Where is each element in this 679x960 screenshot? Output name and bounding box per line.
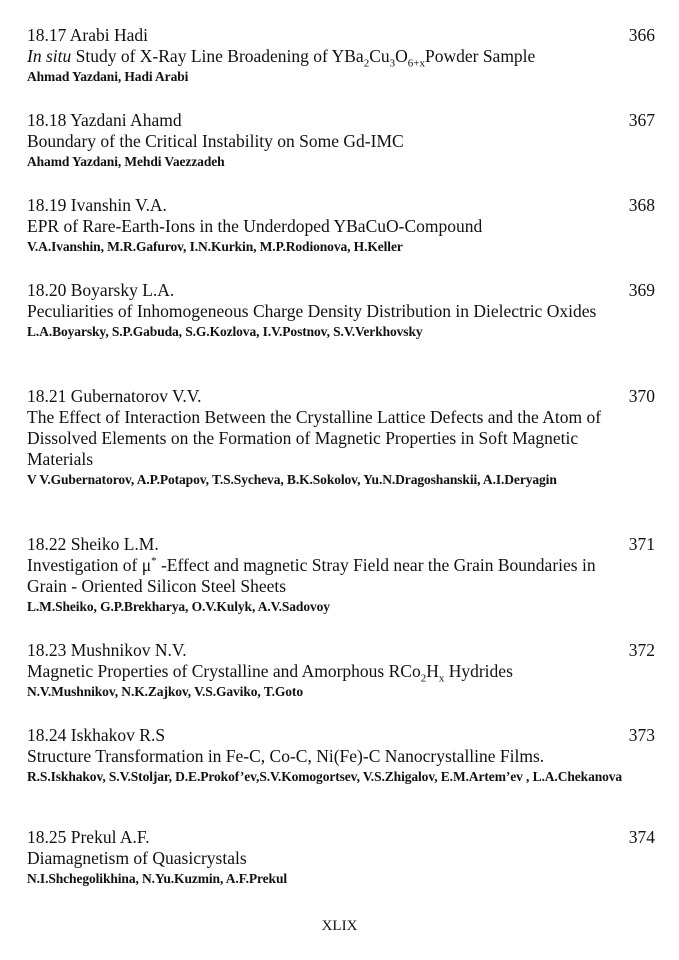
entry-heading: 18.18 Yazdani Ahamd (27, 110, 182, 130)
title-part: Hydrides (444, 661, 513, 681)
toc-entry-18-19 (27, 195, 655, 256)
entry-heading: 18.17 Arabi Hadi (27, 25, 149, 45)
entry-title: Structure Transformation in Fe-C, Co-C, Ni(Fe)-C Nanocrystalline Films. (27, 746, 545, 766)
entry-heading: 18.22 Sheiko L.M. (27, 534, 159, 554)
subscript: 2 (420, 672, 427, 685)
title-part: Investigation of μ (27, 555, 152, 575)
entry-page-number: 366 (628, 25, 655, 45)
superscript: * (151, 555, 157, 568)
entry-title: EPR of Rare-Earth-Ions in the Underdoped YBaCuO-Compound (27, 216, 483, 236)
toc-entry-18-23 (27, 640, 655, 701)
entry-heading: 18.23 Mushnikov N.V. (27, 640, 187, 660)
subscript: 3 (389, 57, 396, 70)
entry-title: Diamagnetism of Quasicrystals (27, 848, 247, 868)
subscript: 6+x (407, 57, 425, 70)
toc-entry-18-25 (27, 827, 655, 888)
entry-authors: Ahmad Yazdani, Hadi Arabi (27, 69, 189, 84)
entry-page-number: 370 (628, 386, 655, 406)
entry-authors: N.V.Mushnikov, N.K.Zajkov, V.S.Gaviko, T.Goto (27, 684, 303, 699)
entry-authors: L.M.Sheiko, G.P.Brekharya, O.V.Kulyk, A.V.Sadovoy (27, 599, 330, 614)
entry-title (27, 661, 655, 685)
entry-authors: R.S.Iskhakov, S.V.Stoljar, D.E.Prokof’ev,S.V.Komogortsev, V.S.Zhigalov, E.M.Artem’ev , L.A.Chekanova (27, 769, 623, 784)
title-part: O (395, 46, 408, 66)
entry-page-number: 368 (628, 195, 655, 215)
entry-title (27, 555, 655, 597)
entry-page-number: 371 (628, 534, 655, 554)
title-part: Cu (369, 46, 390, 66)
subscript: x (438, 672, 445, 685)
title-part: Powder Sample (424, 46, 536, 66)
toc-entry-18-22 (27, 534, 655, 616)
entry-authors: N.I.Shchegolikhina, N.Yu.Kuzmin, A.F.Prekul (27, 871, 288, 886)
toc-entry-18-20 (27, 280, 655, 341)
toc-entry-18-18 (27, 110, 655, 171)
entry-heading: 18.20 Boyarsky L.A. (27, 280, 175, 300)
toc-entry-18-24 (27, 725, 655, 786)
entry-authors: V.A.Ivanshin, M.R.Gafurov, I.N.Kurkin, M.P.Rodionova, H.Keller (27, 239, 403, 254)
entry-heading: 18.21 Gubernatorov V.V. (27, 386, 202, 406)
entry-page-number: 373 (628, 725, 655, 745)
entry-title: Peculiarities of Inhomogeneous Charge Density Distribution in Dielectric Oxides (27, 301, 597, 321)
entry-title (27, 46, 655, 70)
entry-authors: Ahamd Yazdani, Mehdi Vaezzadeh (27, 154, 225, 169)
entry-heading: 18.19 Ivanshin V.A. (27, 195, 167, 215)
title-part: Study of X-Ray Line Broadening of YBa (71, 46, 364, 66)
title-part: -Effect and magnetic Stray Field near the Grain Boundaries in Grain - Oriented Silicon Steel Sheets (27, 555, 596, 596)
entry-heading: 18.25 Prekul A.F. (27, 827, 150, 847)
toc-entry-18-21 (27, 386, 655, 489)
entry-page-number: 367 (628, 110, 655, 130)
entry-authors: L.A.Boyarsky, S.P.Gabuda, S.G.Kozlova, I.V.Postnov, S.V.Verkhovsky (27, 324, 423, 339)
toc-entry-18-17 (27, 25, 655, 86)
entry-page-number: 369 (628, 280, 655, 300)
entry-page-number: 372 (628, 640, 655, 660)
entry-authors: V V.Gubernatorov, A.P.Potapov, T.S.Sycheva, B.K.Sokolov, Yu.N.Dragoshanskii, A.I.Deryagin (27, 472, 557, 487)
title-part: H (426, 661, 439, 681)
entry-heading: 18.24 Iskhakov R.S (27, 725, 166, 745)
entry-title: Boundary of the Critical Instability on Some Gd-IMC (27, 131, 404, 151)
entry-title: The Effect of Interaction Between the Crystalline Lattice Defects and the Atom of Dissolved Elements on the Formation of Magnetic Properties in Soft Magnetic Materials (27, 407, 602, 469)
subscript: 2 (363, 57, 370, 70)
title-italic-prefix: In situ (27, 46, 72, 66)
page-number-footer: XLIX (321, 918, 358, 934)
entry-page-number: 374 (628, 827, 655, 847)
title-part: Magnetic Properties of Crystalline and Amorphous RCo (27, 661, 421, 681)
